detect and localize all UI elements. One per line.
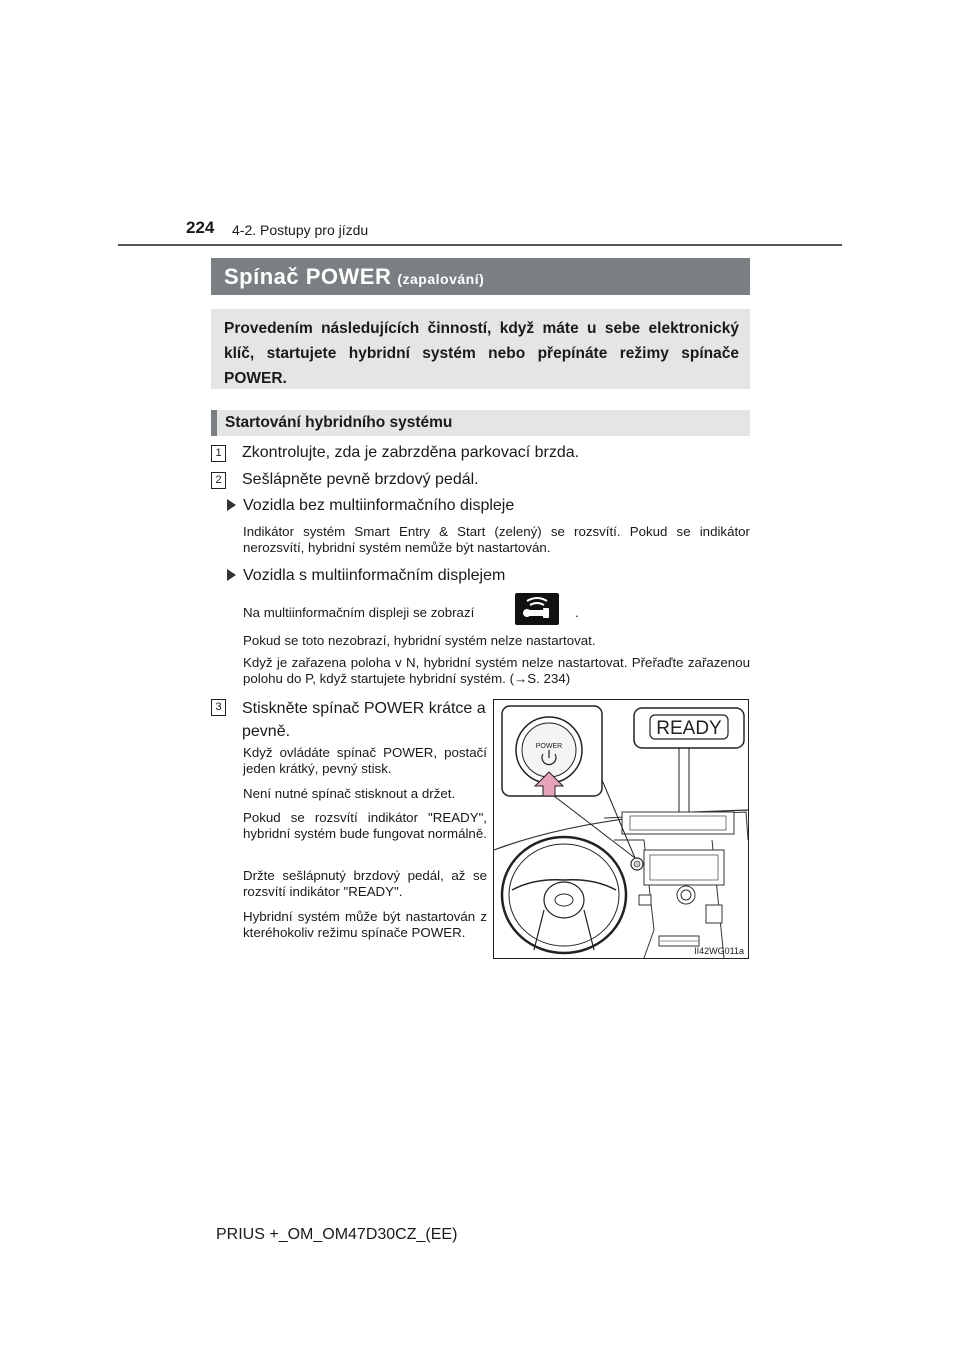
case-heading-with-display [227,567,505,585]
figure-code: II42WG011a [694,946,744,956]
case-text-neutral-note: Když je zařazena poloha v N, hybridní systém nelze nastartovat. Přeřaďte zařazenou polohu do P, když startujete hybridní systém. (→S. 234) [243,655,750,686]
subsection-title: Startování hybridního systému [225,414,453,431]
step3-note-1: Když ovládáte spínač POWER, postačí jeden krátký, pevný stisk. [243,745,487,776]
hybrid-system-indicator-icon [515,593,559,625]
dashboard-drawing [494,700,748,958]
page-title-main: Spínač POWER [224,264,392,289]
step-text-2: Sešlápněte pevně brzdový pedál. [242,471,479,488]
section-title-bar [211,258,750,295]
intro-box [211,309,750,389]
power-button-label: POWER [535,743,563,750]
step-number-3: 3 [211,699,226,716]
page-number: 224 [186,218,215,237]
case-title-with-display: Vozidla s multiinformačním displejem [243,567,506,584]
step-number-2: 2 [211,472,226,489]
page-title-sub: (zapalování) [397,271,485,287]
case-text-display-line-end: . [575,605,579,620]
header-divider [118,244,842,246]
page-title [224,264,484,290]
subsection-header [211,410,750,436]
step3-note-4: Držte sešlápnutý brzdový pedál, až se rozsvítí indikátor "READY". [243,868,487,899]
case-heading-no-display [227,497,514,515]
arrow-bullet-icon [227,569,236,581]
section-breadcrumb: 4-2. Postupy pro jízdu [232,222,369,238]
intro-text: Provedením následujících činností, když máte u sebe elektronický klíč, startujete hybridní systém nebo přepínáte režimy spínače POWER. [224,320,739,387]
case-text-no-display: Indikátor systém Smart Entry & Start (zelený) se rozsvítí. Pokud se indikátor nerozsvítí, hybridní systém nemůže být nastartován. [243,524,750,555]
step-number-1: 1 [211,445,226,462]
step-text-3: Stiskněte spínač POWER krátce a pevně. [242,700,486,740]
case-title-no-display: Vozidla bez multiinformačního displeje [243,497,515,514]
step3-note-3: Pokud se rozsvítí indikátor "READY", hybridní systém bude fungovat normálně. [243,810,487,841]
step3-note-5: Hybridní systém může být nastartován z kteréhokoliv režimu spínače POWER. [243,909,487,940]
step-text-1: Zkontrolujte, zda je zabrzděna parkovací brzda. [242,444,580,461]
dashboard-illustration [493,699,749,959]
case-text-display-line: Na multiinformačním displeji se zobrazí [243,605,475,620]
arrow-bullet-icon [227,499,236,511]
case-text-not-shown: Pokud se toto nezobrazí, hybridní systém nelze nastartovat. [243,633,596,648]
step3-note-2: Není nutné spínač stisknout a držet. [243,786,456,801]
ready-indicator-label: READY [656,718,722,739]
footer-model-code: PRIUS +_OM_OM47D30CZ_(EE) [216,1226,458,1243]
